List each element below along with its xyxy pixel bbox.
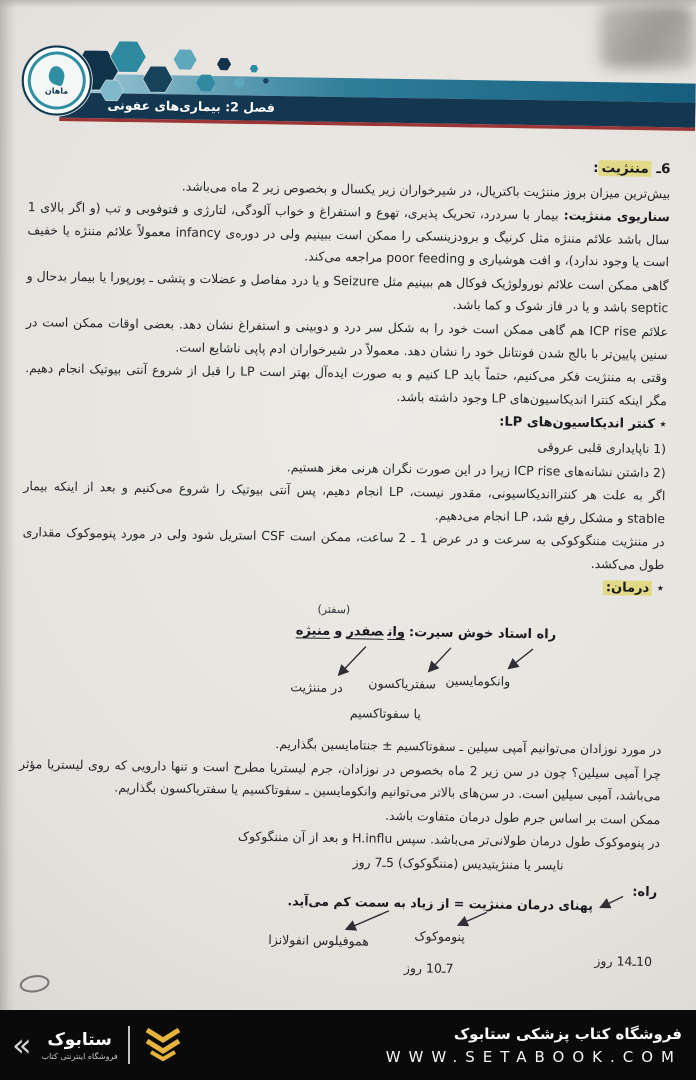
section-number: 6ـ [651, 160, 671, 178]
contra-item-2-number: 2) [652, 464, 666, 480]
paragraph-lp-indication: وقتی به مننژیت فکر می‌کنیم، حتماً باید LP کنیم و به صورت ایده‌آل بهتر است LP را قبل از شروع آنتی بیوتیک انجام دهیم. مگر اینکه کنترا اندیکاسیون‌های LP وجود داشته باشد. [25, 360, 668, 408]
star-mark: ٭ [652, 581, 665, 597]
contra-item-1-number: 1) [653, 440, 667, 457]
privacy-blur [600, 4, 694, 68]
setabook-brand-block [42, 1030, 118, 1061]
treatment-title-highlighted: درمان: [603, 581, 653, 597]
section-title-highlighted: مننژیت [598, 160, 651, 177]
mahan-logo-text: ماهان [44, 85, 69, 96]
mahan-logo-glyph [46, 64, 67, 86]
mnemonic-conjunction: و [334, 624, 343, 640]
paragraph-why-ampicillin: چرا آمپی سیلین؟ چون در سن زیر 2 ماه بخصوص در نوزادان، جرم لیستریا مطرح است و تنها دارویی که روی لیستریا مؤثر می‌باشد، آمپی سیلین است. در سن‌های بالاتر می‌توانیم وانکومایسین ـ سفوتاکسیم یا سفتریاکسون بگذاریم. [18, 755, 662, 804]
footer-divider [128, 1026, 130, 1064]
setabook-logo [12, 1025, 186, 1065]
setabook-brand-subtitle: فروشگاه اینترنتی کتاب [41, 1051, 118, 1061]
section-colon: : [593, 159, 599, 177]
mnemonic-ceft-note: (سفتر) [317, 602, 351, 617]
paragraph-neisseria-duration: نایسر یا مننژیتیدیس (مننگوکوک) 5ـ7 روز [352, 854, 564, 873]
duration-rule-text: پهنای درمان مننژیت = از زیاد به سمت کم می‌آید. [287, 892, 594, 913]
duration-rule-label: راه: [632, 884, 658, 900]
organism-haemophilus: هموفیلوس انفولانزا [268, 931, 370, 949]
paragraph-duration-varies: ممکن است بر اساس جرم طول درمان متفاوت باشد. [385, 807, 661, 827]
mnemonic-word-safdar: صفدر [346, 624, 384, 640]
drug-vancomycin: وانکومایسین [445, 672, 511, 689]
pneumococcus-days: 10ـ14 روز [594, 952, 653, 969]
drug-cefotaxime-alt: یا سفوتاکسیم [349, 705, 422, 722]
treatment-mnemonic-diagram [20, 595, 664, 737]
chapter-banner-graphic [0, 0, 696, 156]
organism-pneumococcus: پنوموکوک [414, 927, 465, 944]
paragraph-icp-signs: علائم ICP rise هم گاهی ممکن است خود را به شکل سر درد و دوبینی و استفراغ نشان دهد. بعضی اوقات ممکن است در سنین پایین‌تر با بالج شدن فونتانل خود را نشان دهد. معمولاً در شیرخواران ادم پاپی ناشایع است. [25, 314, 669, 362]
duration-diagram [16, 871, 659, 977]
paragraph-scenario [27, 196, 670, 274]
paragraph-incidence: بیش‌ترین میزان بروز مننژیت باکتریال، در شیرخواران زیر یکسال و بخصوص زیر 2 ماه می‌باشد. [181, 178, 671, 201]
footer-text-block [386, 1025, 682, 1066]
mnemonic-word-van: وان [387, 624, 406, 641]
paragraph-pneumococcus-duration: در پنوموکوک طول درمان طولانی‌تر می‌باشد. سپس H.influ و بعد از آن مننگوکوک [237, 828, 661, 851]
scenario-lead-text: سناریوی مننژیت: [558, 207, 670, 225]
contraindications-title: کنتر اندیکاسیون‌های LP: [499, 414, 655, 433]
contra-item-1-text: ناپایداری قلبی عروقی [537, 439, 654, 456]
mnemonic-word-manizheh: منیژه [295, 623, 331, 640]
paragraph-focal-signs: گاهی ممکن است علائم نورولوژیک فوکال هم ببینیم مثل Seizure و یا درد مفاصل و عضلات و پتشی ـ پورپورا یا بیمار بدحال و septic باشد و یا در فاز شوک و کما باشد. [26, 267, 669, 316]
mnemonic-sentence [294, 619, 559, 647]
duration-arrow-icons [16, 871, 659, 977]
contra-item-2-text: داشتن نشانه‌های ICP rise زیرا در این صورت نگران هرنی مغز هستیم. [286, 458, 654, 480]
star-mark: ٭ [654, 417, 667, 433]
footer-banner [0, 1010, 696, 1080]
paragraph-lp-deferred: اگر به علت هر کنترااندیکاسیونی، مقدور نیست، LP انجام دهیم، پس آنتی بیوتیک را شروع می‌کنیم و بعد از اینکه بیمار stable و مشکل رفع شد، LP انجام می‌دهیم. [23, 478, 666, 526]
mnemonic-prefix: راه استاد خوش سیرت: [408, 625, 557, 643]
setabook-chevron-icon: « [12, 1026, 32, 1064]
page-body [16, 147, 671, 977]
haemophilus-days: 7ـ10 روز [403, 959, 454, 976]
setabook-brand-name: ستابوک [47, 1029, 112, 1050]
scenario-body-text: بیمار با سردرد، تحریک پذیری، تهوع و استفراغ و خواب آلودگی، لتارژی و فتوفوبی و تب (و اگر بالای 1 سال باشد علائم مننژه مثل کرنیگ و برودزینسکی را ممکن است ببینیم ولی در دوره‌ی infancy معمولاً علائم مننژه یا خفیف است یا وجود ندارد)، و افت هوشیاری و poor feeding مراجعه می‌کند. [27, 199, 670, 270]
chapter-title: فصل 2: بیماری‌های عفونی [107, 97, 276, 115]
drug-ceftriaxone: سفتریاکسون [368, 675, 436, 692]
setabook-gold-emblem-icon [140, 1025, 186, 1065]
pen-mark-oval [18, 973, 50, 995]
footer-website-url: WWW.SETABOOK.COM [385, 1047, 682, 1066]
page-edge-shadow [0, 0, 16, 1012]
footer-store-title: فروشگاه کتاب پزشکی ستابوک [453, 1024, 682, 1043]
label-in-meningitis: در مننژیت [290, 679, 343, 696]
page-top-shadow [0, 0, 696, 8]
paragraph-neonates: در مورد نوزادان می‌توانیم آمپی سیلین ـ سفوتاکسیم ± جنتامایسین بگذاریم. [275, 736, 662, 758]
paragraph-csf-sterilization: در مننژیت مننگوکوکی به سرعت و در عرض 1 ـ 2 ساعت، ممکن است CSF استریل شود ولی در مورد پنوموکوک مقداری طول می‌کشد. [22, 524, 665, 573]
